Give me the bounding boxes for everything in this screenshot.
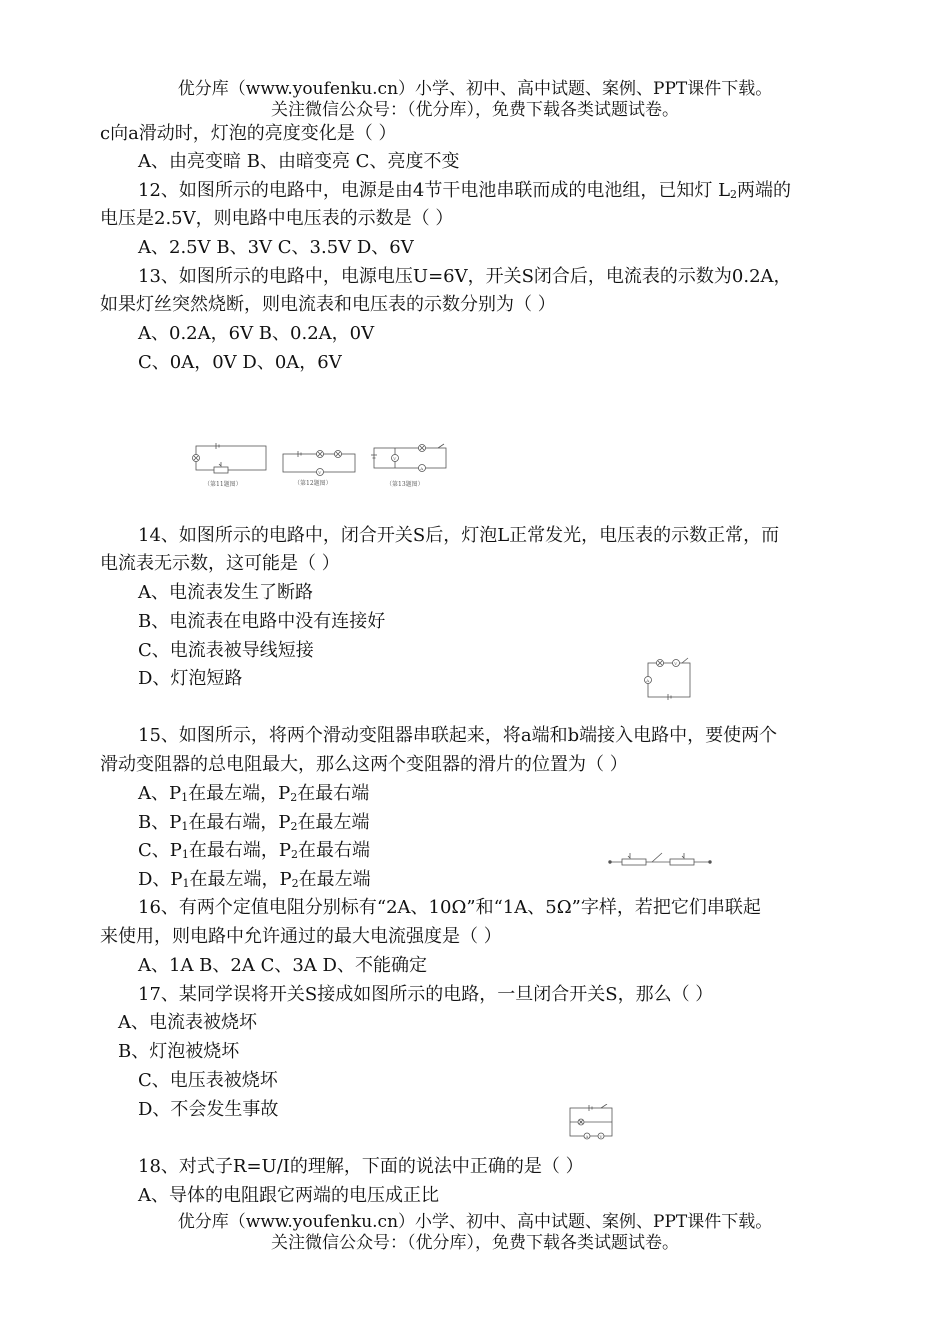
figure-q14 [640, 655, 696, 703]
q15-a-l: A、P [138, 783, 182, 804]
q13-options-2: C、0A，0V D、0A，6V [138, 352, 342, 373]
figure-q12-caption: （第12题图） [294, 480, 332, 487]
svg-text:V: V [318, 470, 322, 475]
q14-option-a: A、电流表发生了断路 [138, 582, 313, 603]
q15-d-s2: 2 [291, 877, 299, 890]
q16-line-2: 来使用，则电路中允许通过的最大电流强度是（ ） [100, 926, 502, 947]
q12-options: A、2.5V B、3V C、3.5V D、6V [138, 237, 414, 258]
q12-sub: 2 [730, 188, 738, 201]
q15-c-l: C、P [138, 840, 182, 861]
q15-d-l: D、P [138, 869, 183, 890]
q15-b-l: B、P [138, 812, 182, 833]
svg-text:V: V [674, 661, 678, 666]
q18-line-1: 18、对式子R=U/I的理解，下面的说法中正确的是（ ） [138, 1156, 584, 1177]
q12-text-b: 两端的 [737, 180, 792, 201]
q17-option-b: B、灯泡被烧坏 [118, 1041, 240, 1062]
q13-line-2: 如果灯丝突然烧断，则电流表和电压表的示数分别为（ ） [100, 294, 556, 315]
header-line-2: 关注微信公众号：（优分库），免费下载各类试题试卷。 [271, 100, 679, 120]
svg-text:V: V [599, 1133, 603, 1139]
q17-option-a: A、电流表被烧坏 [118, 1012, 257, 1033]
q15-option-d [138, 869, 371, 895]
q17-line-1: 17、某同学误将开关S接成如图所示的电路，一旦闭合开关S，那么（ ） [138, 984, 714, 1005]
figure-q11-caption: （第11题图） [204, 481, 242, 488]
q15-option-c [138, 840, 370, 866]
svg-text:A: A [585, 1133, 589, 1139]
q15-a-s2: 2 [290, 791, 298, 804]
q18-option-a: A、导体的电阻跟它两端的电压成正比 [138, 1185, 439, 1206]
q15-c-s1: 1 [181, 848, 189, 861]
footer-line-2: 关注微信公众号：（优分库），免费下载各类试题试卷。 [271, 1233, 679, 1253]
q15-d-r: 在最左端 [298, 869, 371, 890]
q13-line-1: 13、如图所示的电路中，电源电压U=6V，开关S闭合后，电流表的示数为0.2A， [138, 266, 792, 287]
svg-text:V: V [393, 456, 397, 461]
q17-option-c: C、电压表被烧坏 [138, 1070, 278, 1091]
q15-a-r: 在最右端 [297, 783, 370, 804]
q14-line-1: 14、如图所示的电路中，闭合开关S后，灯泡L正常发光，电压表的示数正常，而 [138, 525, 780, 546]
q14-option-d: D、灯泡短路 [138, 668, 243, 689]
svg-text:A: A [420, 466, 424, 471]
q15-d-s1: 1 [182, 877, 190, 890]
q13-options-1: A、0.2A，6V B、0.2A，0V [138, 323, 375, 344]
q15-a-s1: 1 [181, 791, 189, 804]
header-line-1: 优分库（www.youfenku.cn）小学、初中、高中试题、案例、PPT课件下载。 [177, 79, 773, 99]
q15-c-r: 在最右端 [298, 840, 371, 861]
q15-d-m: 在最左端，P [189, 869, 292, 890]
q11-options: A、由亮变暗 B、由暗变亮 C、亮度不变 [138, 151, 460, 172]
figure-q13-caption: （第13题图） [386, 481, 424, 488]
q15-b-s1: 1 [181, 820, 189, 833]
figure-q11 [186, 440, 270, 488]
q12-line-1 [138, 180, 791, 206]
q15-option-b [138, 812, 369, 838]
q14-option-b: B、电流表在电路中没有连接好 [138, 611, 386, 632]
q12-text-a: 12、如图所示的电路中，电源是由4节干电池串联而成的电池组，已知灯 L [138, 180, 731, 201]
figure-q13 [370, 440, 454, 488]
q15-c-s2: 2 [291, 848, 299, 861]
figure-q12 [280, 450, 360, 488]
q15-b-m: 在最右端，P [188, 812, 291, 833]
figure-q15 [608, 848, 712, 870]
q15-a-m: 在最左端，P [188, 783, 291, 804]
footer-line-1: 优分库（www.youfenku.cn）小学、初中、高中试题、案例、PPT课件下载。 [177, 1212, 773, 1232]
figure-q17 [565, 1104, 617, 1140]
q16-options: A、1A B、2A C、3A D、不能确定 [138, 955, 427, 976]
q14-line-2: 电流表无示数，这可能是（ ） [100, 553, 340, 574]
q15-option-a [138, 783, 369, 809]
q12-line-2: 电压是2.5V，则电路中电压表的示数是（ ） [100, 208, 454, 229]
q15-b-r: 在最左端 [297, 812, 370, 833]
q17-option-d: D、不会发生事故 [138, 1099, 279, 1120]
q15-b-s2: 2 [290, 820, 298, 833]
svg-text:A: A [646, 678, 650, 683]
q11-text: c向a滑动时，灯泡的亮度变化是（ ） [100, 123, 397, 144]
q15-line-1: 15、如图所示，将两个滑动变阻器串联起来，将a端和b端接入电路中，要使两个 [138, 725, 778, 746]
q14-option-c: C、电流表被导线短接 [138, 640, 314, 661]
q15-line-2: 滑动变阻器的总电阻最大，那么这两个变阻器的滑片的位置为（ ） [100, 754, 628, 775]
q15-c-m: 在最右端，P [188, 840, 292, 861]
q16-line-1: 16、有两个定值电阻分别标有“2A、10Ω”和“1A、5Ω”字样，若把它们串联起 [138, 897, 761, 918]
